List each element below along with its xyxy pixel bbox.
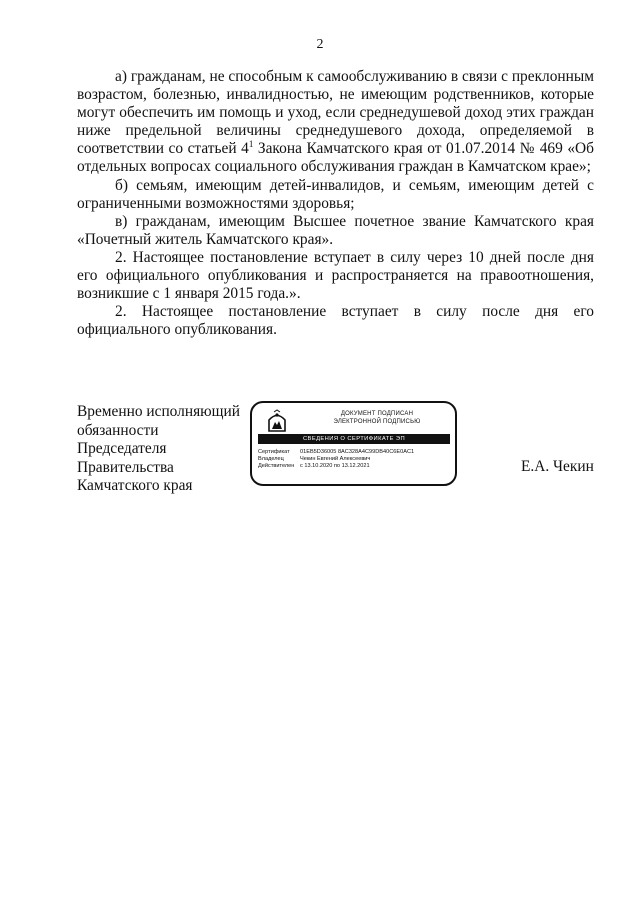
stamp-header-line: ДОКУМЕНТ ПОДПИСАН bbox=[340, 411, 414, 417]
paragraph-a-end: Закона Камчатского края от 01.07.2014 № 469 «Об отдельных вопросах социального обслуживания граждан в Камчатском крае»; bbox=[77, 140, 594, 176]
page-number: 2 bbox=[316, 37, 324, 52]
stamp-header-line: ЭЛЕКТРОННОЙ ПОДПИСЬЮ bbox=[333, 418, 421, 425]
certificate-info-bar: СВЕДЕНИЯ О СЕРТИФИКАТЕ ЭП bbox=[258, 434, 450, 444]
certificate-row bbox=[258, 449, 414, 456]
owner-row bbox=[258, 456, 370, 463]
paragraph-effective-date: 2. Настоящее постановление вступает в силу через 10 дней после дня его официального опубликования и распространяется на правоотношения, возникшие с 1 января 2015 года.». bbox=[77, 248, 594, 303]
validity-row bbox=[258, 463, 370, 470]
owner-label: Владелец bbox=[258, 456, 284, 462]
document-body bbox=[77, 68, 594, 339]
signer-title bbox=[77, 403, 252, 496]
validity-label: Действителен bbox=[258, 463, 295, 469]
signer-title-line: Камчатского края bbox=[77, 477, 193, 495]
owner-value: Чекин Евгений Алексеевич bbox=[300, 456, 371, 462]
stamp-header bbox=[312, 411, 442, 426]
paragraph-a-start: а) гражданам, не способным к самообслуживанию в связи с преклонным возрастом, болезнью, инвалидностью, не имеющим родственников, которые могут обеспечить им помощь и уход, если среднедушевой доход этих граждан ниже предельной величины среднедушевого дохода, определяемой в соответствии со статьей 4 bbox=[77, 68, 594, 158]
validity-value: с 13.10.2020 по 13.12.2021 bbox=[300, 463, 370, 469]
certificate-label: Сертификат bbox=[258, 449, 290, 455]
article-superscript: 1 bbox=[248, 139, 254, 150]
coat-of-arms-icon bbox=[266, 409, 288, 433]
paragraph-a bbox=[77, 68, 594, 177]
signer-title-line: обязанности bbox=[77, 421, 159, 439]
paragraph-b: б) семьям, имеющим детей-инвалидов, и семьям, имеющим детей с ограниченными возможностями здоровья; bbox=[77, 176, 594, 212]
signer-title-line: Временно исполняющий bbox=[77, 403, 240, 420]
certificate-value: 01EB5D36005 8AC328A4C99DB40C6E0AC1 bbox=[300, 449, 415, 455]
electronic-signature-stamp bbox=[250, 401, 457, 486]
signer-title-line: Правительства bbox=[77, 458, 174, 476]
paragraph-final: 2. Настоящее постановление вступает в силу после дня его официального опубликования. bbox=[77, 303, 594, 339]
signer-name: Е.А. Чекин bbox=[521, 458, 594, 475]
signer-title-line: Председателя bbox=[77, 440, 167, 458]
paragraph-c: в) гражданам, имеющим Высшее почетное звание Камчатского края «Почетный житель Камчатского края». bbox=[77, 212, 594, 248]
